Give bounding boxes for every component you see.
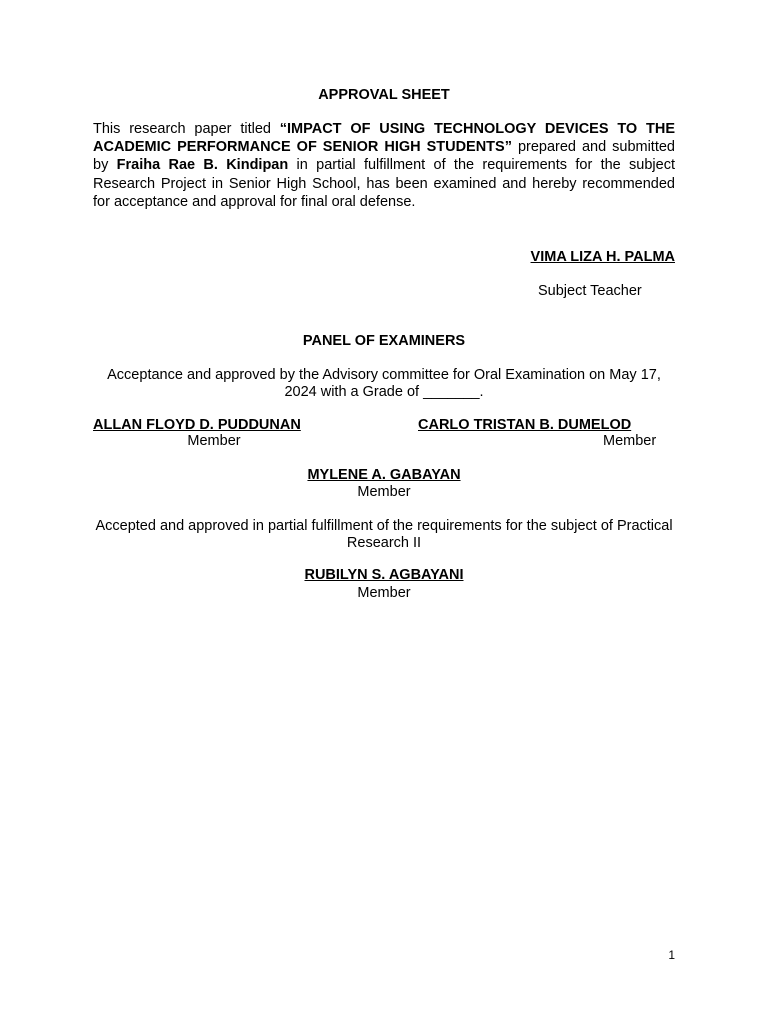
signatory-name-text: RUBILYN S. AGBAYANI: [304, 567, 464, 583]
signatory-role: Member: [357, 585, 411, 601]
page-title: APPROVAL SHEET: [318, 87, 450, 103]
member1-role: Member: [187, 433, 241, 449]
member3-name-text: MYLENE A. GABAYAN: [307, 467, 461, 483]
signatory-name: [0, 567, 768, 583]
teacher-role: Subject Teacher: [538, 283, 642, 299]
member2-role: Member: [603, 433, 657, 449]
member3-role: Member: [357, 484, 411, 500]
acceptance-text: Accepted and approved in partial fulfillment of the requirements for the subject of Practical Research II: [95, 518, 673, 551]
intro-text-2: prepared and submitted by: [93, 139, 675, 174]
research-title: “IMPACT OF USING TECHNOLOGY DEVICES TO THE ACADEMIC PERFORMANCE OF SENIOR HIGH STUDENTS”: [93, 121, 676, 156]
member3-name: [0, 467, 768, 483]
intro-text-1: This research paper titled: [93, 121, 280, 137]
teacher-name: VIMA LIZA H. PALMA: [530, 249, 675, 265]
member1-name: ALLAN FLOYD D. PUDDUNAN: [93, 417, 301, 433]
panel-title: PANEL OF EXAMINERS: [302, 333, 466, 349]
intro-paragraph: [93, 120, 675, 211]
member2-name: CARLO TRISTAN B. DUMELOD: [418, 417, 632, 433]
intro-text-3: in partial fulfillment of the requirements for the subject Research Project in Senior High School, has been examined and hereby recommended for acceptance and approval for final oral defense.: [93, 157, 676, 210]
panel-text: Acceptance and approved by the Advisory committee for Oral Examination on May 17, 2024 with a Grade of _______.: [107, 367, 661, 400]
page-number: 1: [668, 948, 675, 962]
author-name: Fraiha Rae B. Kindipan: [116, 157, 289, 174]
